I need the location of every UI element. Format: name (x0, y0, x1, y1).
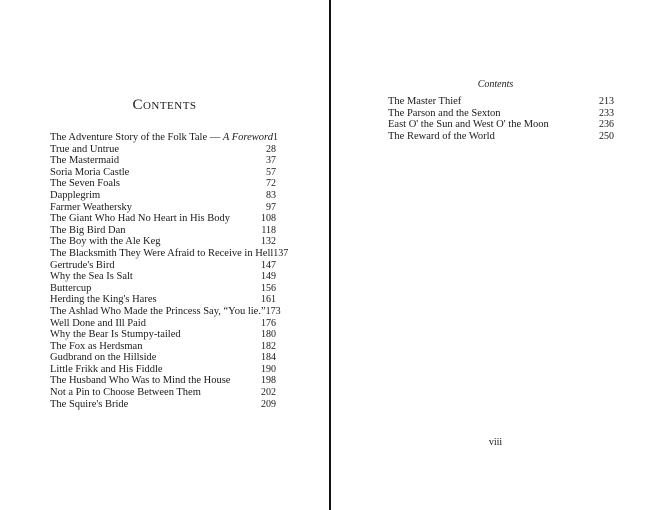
toc-entry-title: The Mastermaid (50, 155, 120, 167)
toc-entry-title: Why the Sea Is Salt (50, 271, 133, 283)
toc-page-number: 137 (273, 247, 289, 259)
toc-entry (50, 399, 276, 411)
toc-page-number: 173 (265, 305, 281, 317)
toc-entry-subtitle: A Foreword (222, 132, 273, 143)
toc-page-number: 37 (266, 155, 276, 167)
toc-page-number: 1 (272, 132, 278, 143)
toc-entry-title: The Master Thief (388, 96, 462, 107)
right-page (331, 0, 660, 510)
toc-entry (50, 283, 276, 295)
toc-entry (50, 132, 276, 144)
toc-page-number: 83 (266, 189, 276, 201)
toc-page-number: 180 (261, 329, 276, 341)
toc-page-number: 156 (261, 282, 276, 294)
right-contents-list (388, 96, 614, 142)
toc-entry (50, 294, 276, 306)
toc-entry-title: East O' the Sun and West O' the Moon (388, 119, 549, 131)
toc-page-number: 118 (261, 224, 276, 236)
toc-entry-title: The Parson and the Sexton (388, 107, 501, 119)
toc-entry-title: Buttercup (50, 282, 92, 294)
toc-page-number: 57 (266, 166, 276, 178)
toc-entry-title: Soria Moria Castle (50, 166, 130, 178)
toc-page-number: 161 (261, 294, 276, 306)
toc-entry-title: Dapplegrim (50, 189, 101, 201)
toc-entry (50, 341, 276, 353)
toc-entry (388, 96, 614, 108)
toc-page-number: 132 (261, 236, 276, 248)
toc-entry (50, 318, 276, 330)
toc-entry (50, 247, 289, 260)
toc-page-number: 108 (261, 213, 276, 225)
toc-entry (50, 236, 276, 248)
toc-entry (50, 271, 276, 283)
contents-title: Contents (132, 97, 197, 113)
toc-entry (50, 190, 276, 202)
toc-entry (50, 305, 281, 318)
left-contents-list (50, 132, 289, 410)
toc-entry-title: Farmer Weathersky (50, 201, 133, 213)
toc-entry (50, 155, 276, 167)
toc-entry-title: Gertrude's Bird (50, 259, 115, 271)
toc-entry-title: The Boy with the Ale Keg (50, 236, 161, 248)
toc-page-number: 233 (599, 107, 614, 119)
toc-entry (50, 364, 276, 376)
toc-entry (50, 178, 276, 190)
toc-page-number: 28 (266, 143, 276, 155)
toc-entry (50, 329, 276, 341)
toc-entry-title: The Ashlad Who Made the Princess Say, “You lie.” (50, 305, 266, 317)
toc-entry-title: The Squire's Bride (50, 398, 129, 410)
toc-entry-title: The Adventure Story of the Folk Tale — A Foreword (50, 132, 273, 143)
toc-entry (388, 131, 614, 143)
toc-entry-title: The Reward of the World (388, 130, 495, 142)
toc-page-number: 176 (261, 317, 276, 329)
toc-entry-title: True and Untrue (50, 143, 120, 155)
toc-entry-title: The Big Bird Dan (50, 224, 126, 236)
toc-entry (388, 108, 614, 120)
toc-entry (50, 202, 276, 214)
toc-entry (50, 167, 276, 179)
toc-entry-title: The Husband Who Was to Mind the House (50, 375, 231, 387)
left-page (0, 0, 329, 510)
toc-page-number: 149 (261, 271, 276, 283)
toc-page-number: 202 (261, 387, 276, 399)
toc-entry-title: Gudbrand on the Hillside (50, 352, 157, 364)
toc-entry-title: Little Frikk and His Fiddle (50, 363, 163, 375)
toc-entry-title: Herding the King's Hares (50, 294, 157, 306)
toc-entry-title: Not a Pin to Choose Between Them (50, 387, 201, 399)
toc-page-number: 182 (261, 340, 276, 352)
toc-page-number: 213 (599, 96, 614, 107)
toc-entry-title: Well Done and Ill Paid (50, 317, 146, 329)
toc-entry-title: The Fox as Herdsman (50, 340, 143, 352)
toc-entry-title: Why the Bear Is Stumpy-tailed (50, 329, 181, 341)
toc-entry (50, 387, 276, 399)
toc-page-number: 236 (599, 119, 614, 131)
toc-entry (50, 352, 276, 364)
toc-page-number: 250 (599, 130, 614, 142)
toc-page-number: 147 (261, 259, 276, 271)
toc-entry (50, 144, 276, 156)
toc-page-number: 190 (261, 363, 276, 375)
toc-entry (50, 260, 276, 272)
toc-entry (388, 119, 614, 131)
toc-page-number: 72 (266, 178, 276, 190)
toc-entry (50, 225, 276, 237)
toc-entry-title: The Blacksmith They Were Afraid to Receive in Hell (50, 247, 274, 259)
toc-entry (50, 375, 276, 387)
toc-page-number: 198 (261, 375, 276, 387)
page-folio: viii (488, 437, 503, 448)
toc-page-number: 184 (261, 352, 276, 364)
running-head: Contents (477, 79, 514, 90)
toc-entry (50, 213, 276, 225)
toc-entry-title: The Seven Foals (50, 178, 120, 190)
toc-page-number: 97 (266, 201, 276, 213)
toc-page-number: 209 (261, 398, 276, 410)
toc-entry-title: The Giant Who Had No Heart in His Body (50, 213, 231, 225)
